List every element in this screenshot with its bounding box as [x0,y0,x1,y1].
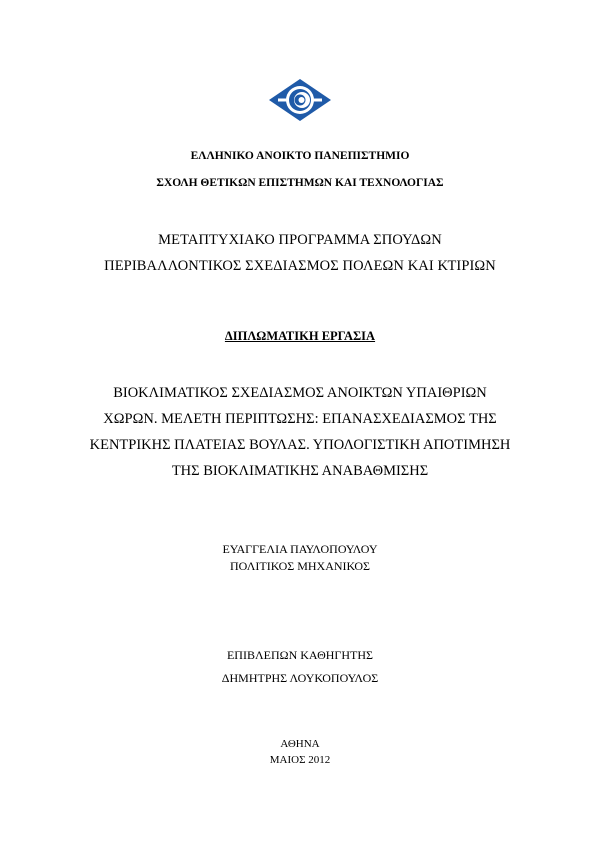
thesis-title-line-1: ΒΙΟΚΛΙΜΑΤΙΚΟΣ ΣΧΕΔΙΑΣΜΟΣ ΑΝΟΙΚΤΩΝ ΥΠΑΙΘΡΙΩΝ [113,385,487,401]
author-name: ΕΥΑΓΓΕΛΙΑ ΠΑΥΛΟΠΟΥΛΟΥ [222,542,378,556]
thesis-label: ΔΙΠΛΩΜΑΤΙΚΗ ΕΡΓΑΣΙΑ [224,329,376,343]
university-logo-icon [268,78,332,122]
date: ΜΑΙΟΣ 2012 [269,754,331,766]
author-profession: ΠΟΛΙΤΙΚΟΣ ΜΗΧΑΝΙΚΟΣ [229,559,371,573]
program-title: ΜΕΤΑΠΤΥΧΙΑΚΟ ΠΡΟΓΡΑΜΜΑ ΣΠΟΥΔΩΝ [158,232,442,248]
program-subtitle: ΠΕΡΙΒΑΛΛΟΝΤΙΚΟΣ ΣΧΕΔΙΑΣΜΟΣ ΠΟΛΕΩΝ ΚΑΙ ΚΤΙΡΙΩΝ [104,258,496,274]
thesis-title-line-2: ΧΩΡΩΝ. ΜΕΛΕΤΗ ΠΕΡΙΠΤΩΣΗΣ: ΕΠΑΝΑΣΧΕΔΙΑΣΜΟΣ ΤΗΣ [103,411,497,427]
supervisor-name: ΔΗΜΗΤΡΗΣ ΛΟΥΚΟΠΟΥΛΟΣ [221,671,379,685]
place: ΑΘΗΝΑ [280,738,320,750]
university-name: ΕΛΛΗΝΙΚΟ ΑΝΟΙΚΤΟ ΠΑΝΕΠΙΣΤΗΜΙΟ [190,150,410,162]
supervisor-label: ΕΠΙΒΛΕΠΩΝ ΚΑΘΗΓΗΤΗΣ [226,648,374,662]
thesis-title-line-4: ΤΗΣ ΒΙΟΚΛΙΜΑΤΙΚΗΣ ΑΝΑΒΑΘΜΙΣΗΣ [171,463,429,479]
school-name: ΣΧΟΛΗ ΘΕΤΙΚΩΝ ΕΠΙΣΤΗΜΩΝ ΚΑΙ ΤΕΧΝΟΛΟΓΙΑΣ [156,177,444,189]
thesis-title-line-3: ΚΕΝΤΡΙΚΗΣ ΠΛΑΤΕΙΑΣ ΒΟΥΛΑΣ. ΥΠΟΛΟΓΙΣΤΙΚΗ ΑΠΟΤΙΜΗΣΗ [89,437,511,453]
